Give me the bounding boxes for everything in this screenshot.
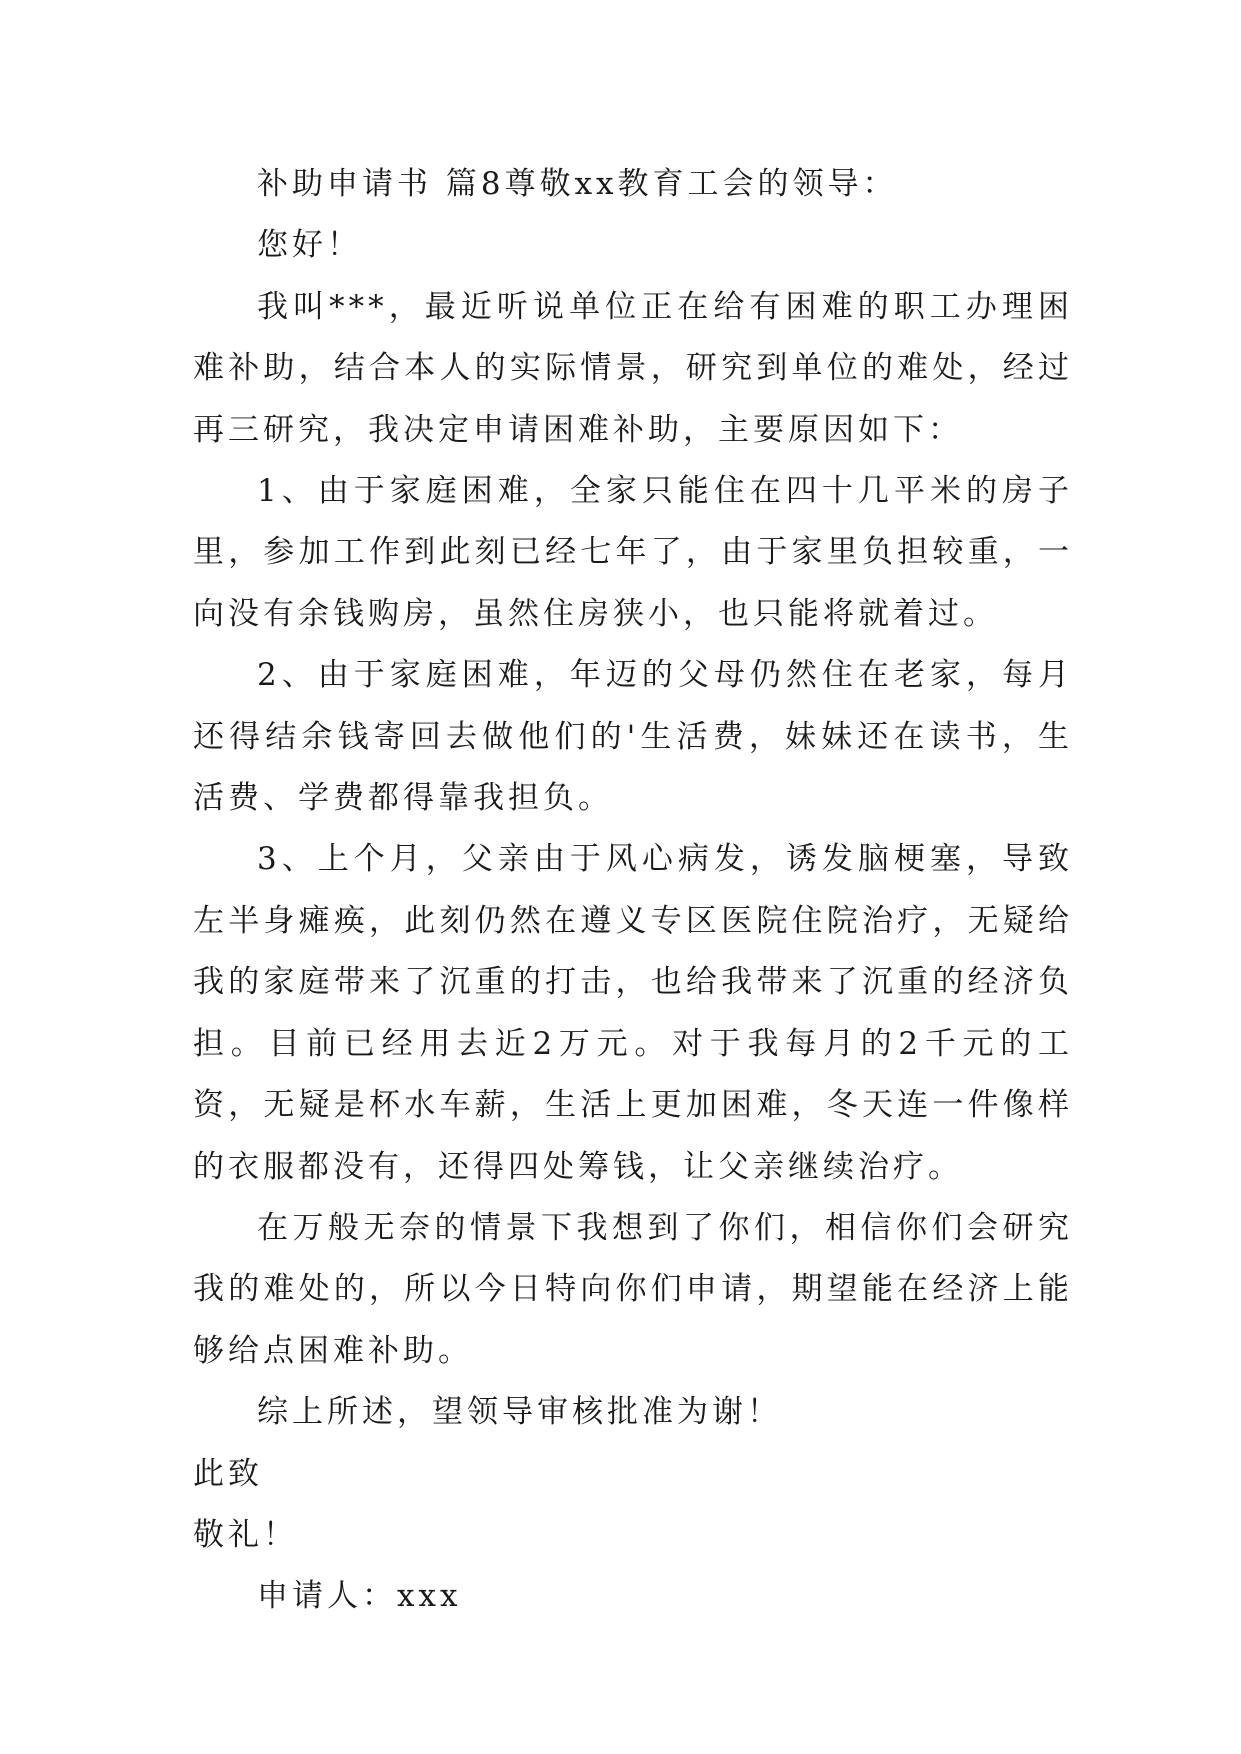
paragraph-intro: 我叫***，最近听说单位正在给有困难的职工办理困难补助，结合本人的实际情景，研究到单位的难处，经过再三研究，我决定申请困难补助，主要原因如下： bbox=[193, 288, 1073, 448]
closing-regards: 敬礼！ bbox=[193, 1516, 298, 1553]
paragraph-reason-3: 3、上个月，父亲由于风心病发，诱发脑梗塞，导致左半身瘫痪，此刻仍然在遵义专区医院住院治疗，无疑给我的家庭带来了沉重的打击，也给我带来了沉重的经济负担。目前已经用去近2万元。对于我每月的2千元的工资，无疑是杯水车薪，生活上更加困难，冬天连一件像样的衣服都没有，还得四处筹钱，让父亲继续治疗。 bbox=[193, 841, 1073, 1185]
greeting: 您好！ bbox=[257, 227, 362, 264]
paragraph-reason-2: 2、由于家庭困难，年迈的父母仍然住在老家，每月还得结余钱寄回去做他们的'生活费，妹妹还在读书，生活费、学费都得靠我担负。 bbox=[193, 657, 1073, 817]
paragraph-reason-1: 1、由于家庭困难，全家只能住在四十几平米的房子里，参加工作到此刻已经七年了，由于家里负担较重，一向没有余钱购房，虽然住房狭小，也只能将就着过。 bbox=[193, 473, 1073, 632]
closing-salutation: 此致 bbox=[193, 1455, 263, 1492]
signature-line: 申请人：xxx bbox=[257, 1578, 462, 1615]
heading-line: 补助申请书 篇8尊敬xx教育工会的领导： bbox=[257, 166, 898, 202]
document-body bbox=[193, 154, 1073, 1628]
paragraph-conclusion: 综上所述，望领导审核批准为谢！ bbox=[257, 1394, 782, 1431]
paragraph-request: 在万般无奈的情景下我想到了你们，相信你们会研究我的难处的，所以今日特向你们申请，期望能在经济上能够给点困难补助。 bbox=[193, 1209, 1073, 1369]
